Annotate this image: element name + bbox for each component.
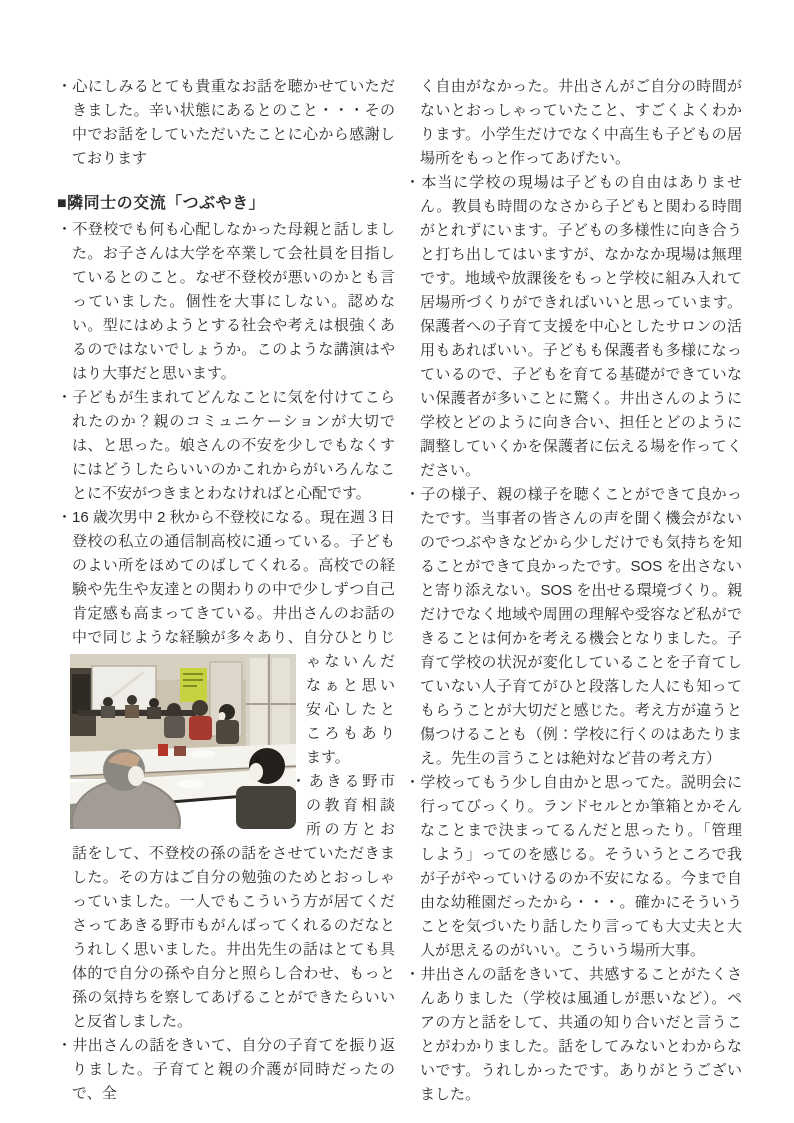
bullet-item-mother-talk: ・不登校でも何も心配しなかった母親と話しました。お子さんは大学を卒業して会社員を目指しているとのこと。なぜ不登校が悪いのかとも言っていました。個性を大事にしない。認めない。型にはめようとする社会や考えは根強くあるのではないでしょうか。このような講演はやはり大事だと思います。 — [57, 221, 395, 382]
bullet-item-ide-reflect-continuation: く自由がなかった。井出さんがご自分の時間がないとおっしゃっていたこと、すごくよくわかります。小学生だけでなく中高生も子どもの居場所をもっと作ってあげたい。 — [420, 78, 742, 167]
bullet-item-son-text-before: ・16 歳次男中 2 秋から不登校になる。現在週３日登校の私立の通信制高校に通っている。子どものよい所をほめてのばしてくれる。高校での経験や先生や友達との関わりの中で少しずつ自己肯定感も高まってきている。井出さんのお話の中で同じような経験が多々あり、自分ひとりじゃないん — [57, 509, 395, 670]
two-column-layout — [57, 75, 742, 1107]
bullet-item-empathy: ・井出さんの話をきいて、共感することがたくさんありました（学校は風通しが悪いなど）。ペアの方と話をして、共通の知り合いだと言うことがわかりました。話をしてみないとわからないです。うれしかったです。ありがとうございました。 — [405, 966, 742, 1103]
bullet-item-communication: ・子どもが生まれてどんなことに気を付けてこられたのか？親のコミュニケーションが大切では、と思った。娘さんの不安を少しでもなくすにはどうしたらいいのかこれからがいろんなことに不安がつきまとわなければと心配です。 — [57, 389, 395, 502]
right-column — [405, 75, 742, 1107]
bullet-item-akiruno: ・あきる野市の教育相談所の方とお話をして、不登校の孫の話をさせていただきました。その方はご自分の勉強のためとおっしゃっていました。一人でもこういう方が居てくださってあきる野市もがんばってくれるのだなとうれしく思いました。井出先生の話はとても具体的で自分の孫や自分と照らし合わせ、もっと孫の気持ちを察してあげることができたらいいと反省しました。 — [72, 773, 395, 1030]
bullet-item-son-text-after: だなぁと思い安心したところもあります。 — [306, 653, 395, 766]
meeting-room-photo-graphic — [70, 654, 296, 829]
left-column — [57, 75, 395, 1106]
bullet-item-ide-reflect: ・井出さんの話をきいて、自分の子育てを振り返りました。子育てと親の介護が同時だったので、全 — [57, 1037, 395, 1102]
bullet-item-gratitude: ・心にしみるとても貴重なお話を聴かせていただきました。辛い状態にあるとのこと・・・その中でお話をしていただいたことに心から感謝しております — [57, 78, 395, 167]
section-heading-tsubuyaki: ■隣同士の交流「つぶやき」 — [57, 195, 266, 212]
bullet-item-listening: ・子の様子、親の様子を聴くことができて良かったです。当事者の皆さんの声を聞く機会がないのでつぶやきなどから少しだけでも気持ちを知ることができて良かったです。SOS を出さないと寄り添えない。SOS を出せる環境づくり。親だけでなく地域や周囲の理解や受容など私ができることは何かを考える機会となりました。子育て学校の状況が変化していることを子育てしていない人子育てがひと段落した人にも知ってもらうことが大切だと感じた。考え方が違うと傷つけることも（例：学校に行くのはあたりまえ。先生の言うことは絶対など昔の考え方） — [405, 486, 742, 767]
bullet-item-son — [57, 506, 395, 770]
meeting-room-photo — [70, 654, 296, 829]
bullet-item-school-freedom: ・学校ってもう少し自由かと思ってた。説明会に行ってびっくり。ランドセルとか筆箱とかそんなことまで決まってるんだと思ったり。「管理しよう」ってのを感じる。そういうところで我が子がやっていけるのか不安になる。今まで自由な幼稚園だったから・・・。確かにそういうことを気づいたり話したり言っても大丈夫と大人が思えるのがいい。こういう場所大事。 — [405, 774, 742, 959]
bullet-item-school-reality: ・本当に学校の現場は子どもの自由はありません。教員も時間のなさから子どもと関わる時間がとれずにいます。子どもの多様性に向き合うと打ち出してはいますが、なかなか現場は無理です。地域や放課後をもっと学校に組み入れて居場所づくりができればいいと思っています。保護者への子育て支援を中心としたサロンの活用もあればいい。子どもも保護者も多様になっているので、子どもを育てる基礎ができていない保護者が多いことに驚く。井出さんのように学校とどのように向き合い、担任とどのように調整していくかを保護者に伝える場を作ってください。 — [405, 174, 742, 479]
